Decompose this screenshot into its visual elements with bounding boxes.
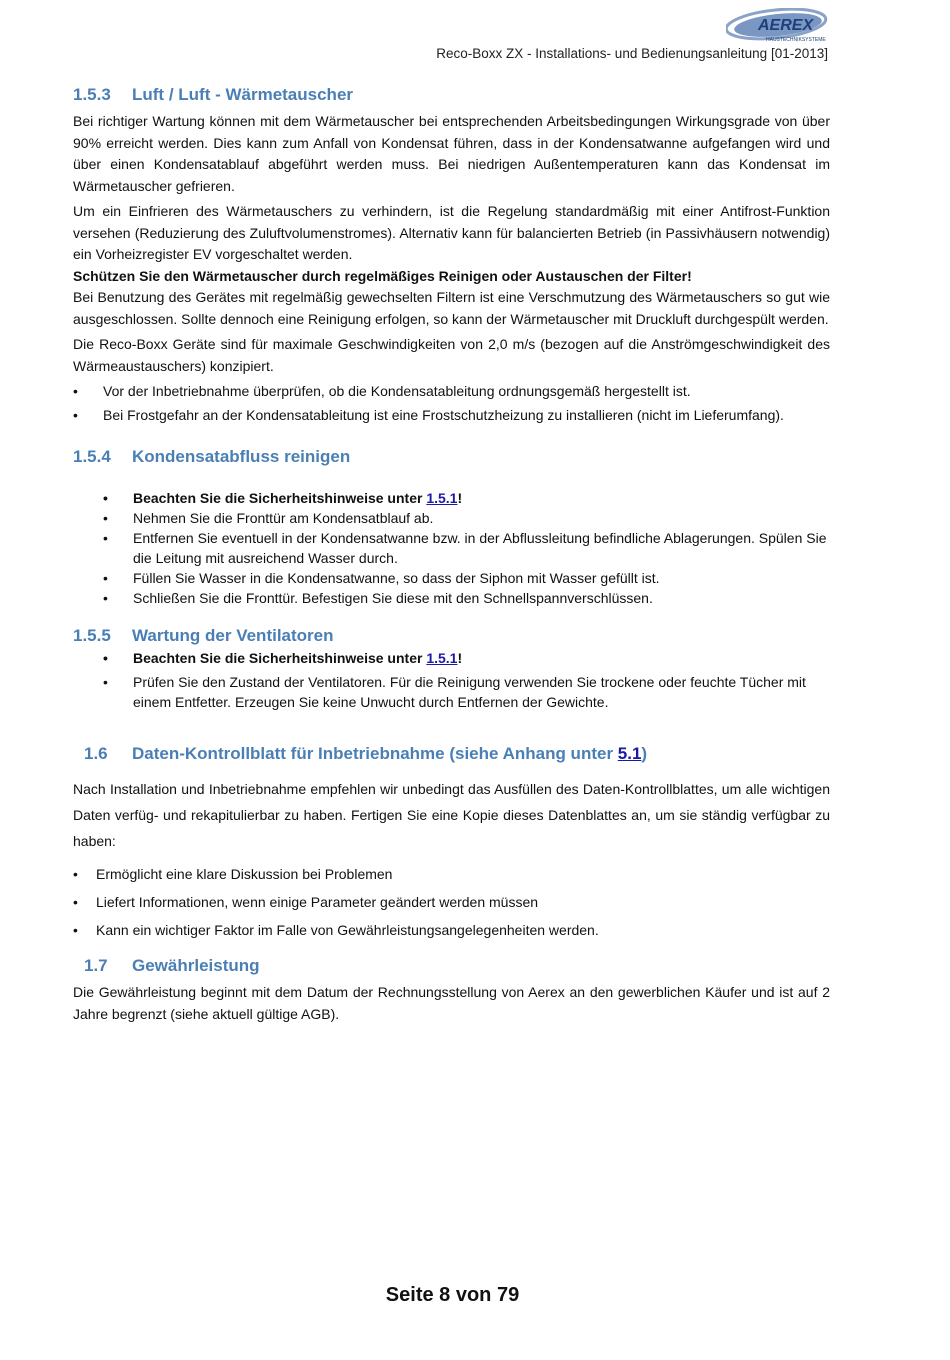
section-heading-1-6 [73, 742, 830, 766]
section-title: Kondensatabfluss reinigen [132, 447, 351, 466]
section-number: 1.5.5 [73, 626, 111, 645]
section-title: Gewährleistung [132, 956, 260, 975]
section-title: Daten-Kontrollblatt für Inbetriebnahme (siehe Anhang unter 5.1) [132, 744, 648, 763]
bullet-icon: • [103, 650, 108, 666]
section-number: 1.5.4 [73, 447, 111, 466]
list-item: • Ermöglicht eine klare Diskussion bei Problemen [73, 860, 830, 888]
section-heading-1-7 [73, 954, 830, 978]
paragraph: Um ein Einfrieren des Wärmetauschers zu verhindern, ist die Regelung standardmäßig mit einer Antifrost-Funktion versehen (Reduzierung des Zuluftvolumenstromes). Alternativ kann für balancierten Betrieb (in Passivhäusern notwendig) ein Vorheizregister EV vorgeschaltet werden. [73, 203, 830, 262]
bullet-icon: • [73, 383, 78, 399]
paragraph: Bei Benutzung des Gerätes mit regelmäßig gewechselten Filtern ist eine Verschmutzung des Wärmetauschers so gut wie ausgeschlossen. Sollte dennoch eine Reinigung erfolgen, so kann der Wärmetauscher mit Druckluft durchgespült werden. [73, 289, 830, 327]
list-item: • Beachten Sie die Sicherheitshinweise unter 1.5.1! [103, 490, 463, 506]
reference-link-5-1[interactable]: 5.1 [617, 744, 642, 763]
section-title: Wartung der Ventilatoren [132, 626, 334, 645]
bullet-icon: • [73, 407, 78, 423]
page-number: Seite 8 von 79 [385, 1284, 520, 1306]
paragraph: Bei richtiger Wartung können mit dem Wärmetauscher bei entsprechenden Arbeitsbedingungen Wirkungsgrade von über 90% erreicht werden. Dies kann zum Anfall von Kondensat führen, dass in der Kondensatwanne aufgefangen wird und über einen Kondensatablauf abgeführt werden muss. Bei niedrigen Außentemperaturen kann das Kondensat im Wärmetauscher gefrieren. [73, 113, 830, 194]
section-number: 1.5.3 [73, 85, 111, 104]
list-item: • Vor der Inbetriebnahme überprüfen, ob die Kondensatableitung ordnungsgemäß hergestellt ist. [73, 383, 691, 399]
section-heading-1-5-5 [73, 624, 830, 648]
page-footer [0, 1284, 950, 1307]
list-item: • Prüfen Sie den Zustand der Ventilatoren. Für die Reinigung verwenden Sie trockene oder feuchte Tücher mit einem Entfetter. Erzeugen Sie keine Unwucht durch Entfernen der Gewichte. [103, 674, 806, 710]
bullet-icon: • [103, 490, 108, 506]
bullet-list [73, 488, 830, 608]
bullet-list [73, 648, 830, 712]
list-item: • Bei Frostgefahr an der Kondensatableitung ist eine Frostschutzheizung zu installieren (nicht im Lieferumfang). [73, 407, 784, 423]
svg-text:AEREX: AEREX [758, 17, 814, 34]
paragraph: Nach Installation und Inbetriebnahme empfehlen wir unbedingt das Ausfüllen des Daten-Kontrollblattes, um alle wichtigen Daten verfüg- und rekapitulierbar zu haben. Fertigen Sie eine Kopie dieses Datenblattes an, um sie ständig verfügbar zu haben: [73, 781, 830, 849]
reference-link-1-5-1[interactable]: 1.5.1 [426, 490, 458, 506]
bullet-icon: • [73, 922, 78, 938]
list-item: • Füllen Sie Wasser in die Kondensatwanne, so dass der Siphon mit Wasser gefüllt ist. [103, 570, 660, 586]
main-content [73, 80, 830, 1025]
bullet-list [73, 381, 830, 425]
bullet-icon: • [103, 530, 108, 546]
list-item: • Entfernen Sie eventuell in der Kondensatwanne bzw. in der Abflussleitung befindliche Ablagerungen. Spülen Sie die Leitung mit ausreichend Wasser durch. [103, 530, 827, 566]
paragraph: Die Gewährleistung beginnt mit dem Datum der Rechnungsstellung von Aerex an den gewerblichen Käufer und ist auf 2 Jahre begrenzt (siehe aktuell gültige AGB). [73, 984, 830, 1022]
bullet-icon: • [103, 590, 108, 606]
bullet-icon: • [73, 894, 78, 910]
section-number: 1.7 [84, 956, 108, 975]
list-item: • Schließen Sie die Fronttür. Befestigen Sie diese mit den Schnellspannverschlüssen. [103, 590, 653, 606]
svg-text:HAUSTECHNIKSYSTEME: HAUSTECHNIKSYSTEME [766, 37, 826, 43]
paragraph-warning: Schützen Sie den Wärmetauscher durch regelmäßiges Reinigen oder Austauschen der Filter! [73, 267, 692, 284]
document-title: Reco-Boxx ZX - Installations- und Bedienungsanleitung [01-2013] [436, 46, 828, 61]
list-item: • Liefert Informationen, wenn einige Parameter geändert werden müssen [73, 888, 830, 916]
bullet-icon: • [103, 570, 108, 586]
list-item: • Kann ein wichtiger Faktor im Falle von Gewährleistungsangelegenheiten werden. [73, 916, 830, 944]
aerex-logo [726, 8, 830, 44]
section-number: 1.6 [84, 744, 108, 763]
paragraph: Die Reco-Boxx Geräte sind für maximale Geschwindigkeiten von 2,0 m/s (bezogen auf die Anströmgeschwindigkeit des Wärmeaustauschers) konzipiert. [73, 336, 830, 374]
list-item: • Beachten Sie die Sicherheitshinweise unter 1.5.1! [103, 650, 463, 666]
bullet-icon: • [103, 674, 108, 690]
reference-link-1-5-1[interactable]: 1.5.1 [426, 650, 458, 666]
bullet-icon: • [73, 866, 78, 882]
bullet-list [73, 860, 830, 944]
section-heading-1-5-4 [73, 445, 830, 469]
section-heading-1-5-3 [73, 83, 830, 107]
bullet-icon: • [103, 510, 108, 526]
list-item: • Nehmen Sie die Fronttür am Kondensatblauf ab. [103, 510, 434, 526]
section-title: Luft / Luft - Wärmetauscher [132, 85, 354, 104]
